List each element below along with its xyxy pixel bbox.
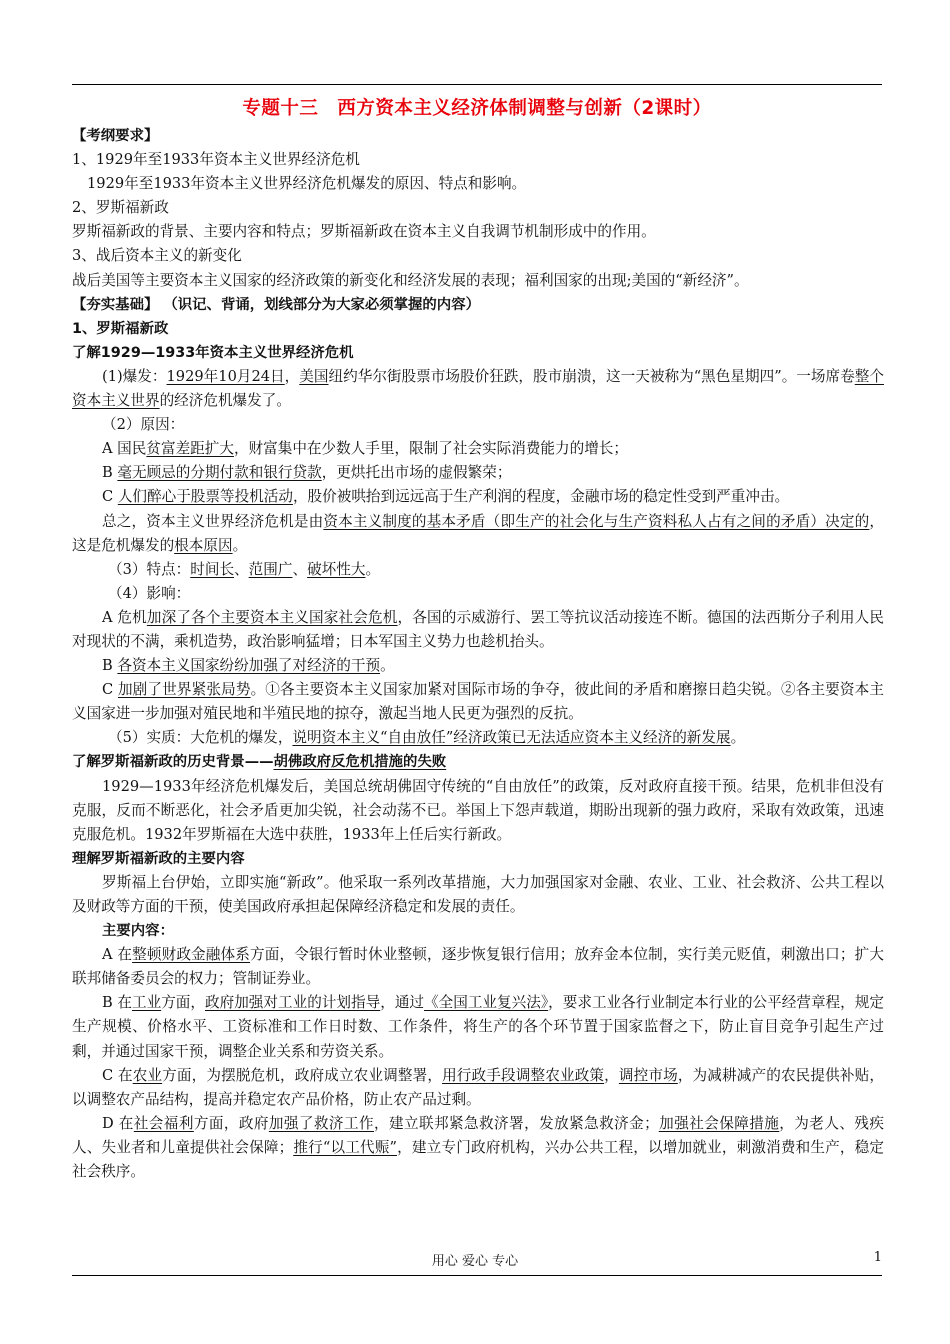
- header-rule: [72, 84, 882, 85]
- section-heading-kaogang: 【考纲要求】: [72, 128, 159, 144]
- crisis-essence: （5）实质：大危机的爆发，说明资本主义“自由放任”经济政策已无法适应资本主义经济的新发展。: [108, 729, 746, 747]
- crisis-summary: 总之，资本主义世界经济危机是由资本主义制度的基本矛盾（即生产的社会化与生产资料私人占有之间的矛盾）决定的，这是危机爆发的根本原因。: [72, 512, 884, 554]
- crisis-impact-b: B 各资本主义国家纷纷加强了对经济的干预。: [102, 657, 395, 675]
- crisis-impact-heading: （4）影响：: [108, 584, 191, 602]
- kaogang-desc-1: 1929年至1933年资本主义世界经济危机爆发的原因、特点和影响。: [87, 175, 527, 193]
- crisis-features: （3）特点：时间长、范围广、破坏性大。: [108, 560, 381, 578]
- content-main-heading: 主要内容：: [102, 923, 174, 940]
- hangshi-note: （识记、背诵，划线部分为大家必须掌握的内容）: [163, 296, 480, 313]
- kaogang-item-2: 2、罗斯福新政: [72, 199, 169, 217]
- content-item-d: D 在社会福利方面，政府加强了救济工作，建立联邦紧急救济署，发放紧急救济金；加强社会保障措施，为老人、残疾人、失业者和儿童提供社会保障；推行“以工代赈”，建立专门政府机构，兴办公共工程，以增加就业，刺激消费和生产，稳定社会秩序。: [72, 1114, 884, 1181]
- footer-rule: [72, 1275, 882, 1276]
- section-heading-hangshi: [72, 293, 884, 317]
- crisis-outbreak: (1)爆发：1929年10月24日，美国纽约华尔街股票市场股价狂跌，股市崩溃，这一天被称为“黑色星期四”。一场席卷整个资本主义世界的经济危机爆发了。: [72, 367, 884, 410]
- crisis-cause-heading: （2）原因：: [102, 416, 185, 434]
- crisis-cause-a: A 国民贫富差距扩大，财富集中在少数人手里，限制了社会实际消费能力的增长；: [102, 440, 628, 458]
- kaogang-item-1: 1、1929年至1933年资本主义世界经济危机: [72, 151, 360, 169]
- content-intro: 罗斯福上台伊始，立即实施“新政”。他采取一系列改革措施，大力加强国家对金融、农业、工业、社会救济、公共工程以及财政等方面的干预，使美国政府承担起保障经济稳定和发展的责任。: [72, 873, 884, 915]
- kaogang-desc-3: 战后美国等主要资本主义国家的经济政策的新变化和经济发展的表现；福利国家的出现;美国的“新经济”。: [72, 271, 749, 289]
- crisis-impact-c: C 加剧了世界紧张局势。①各主要资本主义国家加紧对国际市场的争夺，彼此间的矛盾和磨擦日趋尖锐。②各主要资本主义国家进一步加强对殖民地和半殖民地的掠夺，激起当地人民更为强烈的反抗。: [72, 681, 884, 723]
- content-heading: 理解罗斯福新政的主要内容: [72, 850, 245, 867]
- background-text: 1929—1933年经济危机爆发后，美国总统胡佛固守传统的“自由放任”的政策，反对政府直接干预。结果，危机非但没有克服，反而不断恶化，社会矛盾更加尖锐，社会动荡不已。举国上下怨声载道，期盼出现新的强力政府，采取有效政策，迅速克服危机。1932年罗斯福在大选中获胜，1933年上任后实行新政。: [72, 777, 884, 843]
- content-item-b: B 在工业方面，政府加强对工业的计划指导，通过《全国工业复兴法》，要求工业各行业制定本行业的公平经营章程，规定生产规模、价格水平、工资标准和工作日时数、工作条件，将生产的各个环节置于国家监督之下，防止盲目竞争引起生产过剩，并通过国家干预，调整企业关系和劳资关系。: [72, 994, 884, 1060]
- document-body: [72, 124, 884, 1184]
- crisis-heading: 了解1929—1933年资本主义世界经济危机: [72, 344, 354, 361]
- kaogang-item-3: 3、战后资本主义的新变化: [72, 247, 242, 265]
- content-item-c: C 在农业方面，为摆脱危机，政府成立农业调整署，用行政手段调整农业政策，调控市场，为减耕减产的农民提供补贴，以调整农产品结构，提高并稳定农产品价格，防止农产品过剩。: [72, 1066, 884, 1108]
- crisis-cause-b: B 毫无顾忌的分期付款和银行贷款，更烘托出市场的虚假繁荣；: [102, 464, 512, 482]
- hangshi-label: 【夯实基础】: [72, 296, 159, 313]
- crisis-impact-a: A 危机加深了各个主要资本主义国家社会危机，各国的示威游行、罢工等抗议活动接连不断。德国的法西斯分子利用人民对现状的不满，乘机造势，政治影响猛增；日本军国主义势力也趁机抬头。: [72, 608, 884, 650]
- crisis-cause-c: C 人们醉心于股票等投机活动，股价被哄抬到远远高于生产利润的程度，金融市场的稳定性受到严重冲击。: [102, 488, 790, 506]
- page-footer: 用心 爱心 专心: [431, 1254, 519, 1269]
- section-1-title: 1、罗斯福新政: [72, 320, 169, 337]
- background-heading: 了解罗斯福新政的历史背景——胡佛政府反危机措施的失败: [72, 754, 447, 771]
- kaogang-desc-2: 罗斯福新政的背景、主要内容和特点；罗斯福新政在资本主义自我调节机制形成中的作用。: [72, 223, 656, 241]
- page-number: 1: [873, 1250, 882, 1265]
- page-title: 专题十三 西方资本主义经济体制调整与创新（2课时）: [242, 98, 712, 119]
- content-item-a: A 在整顿财政金融体系方面，令银行暂时休业整顿，逐步恢复银行信用；放弃金本位制，实行美元贬值，刺激出口；扩大联邦储备委员会的权力；管制证券业。: [72, 946, 884, 988]
